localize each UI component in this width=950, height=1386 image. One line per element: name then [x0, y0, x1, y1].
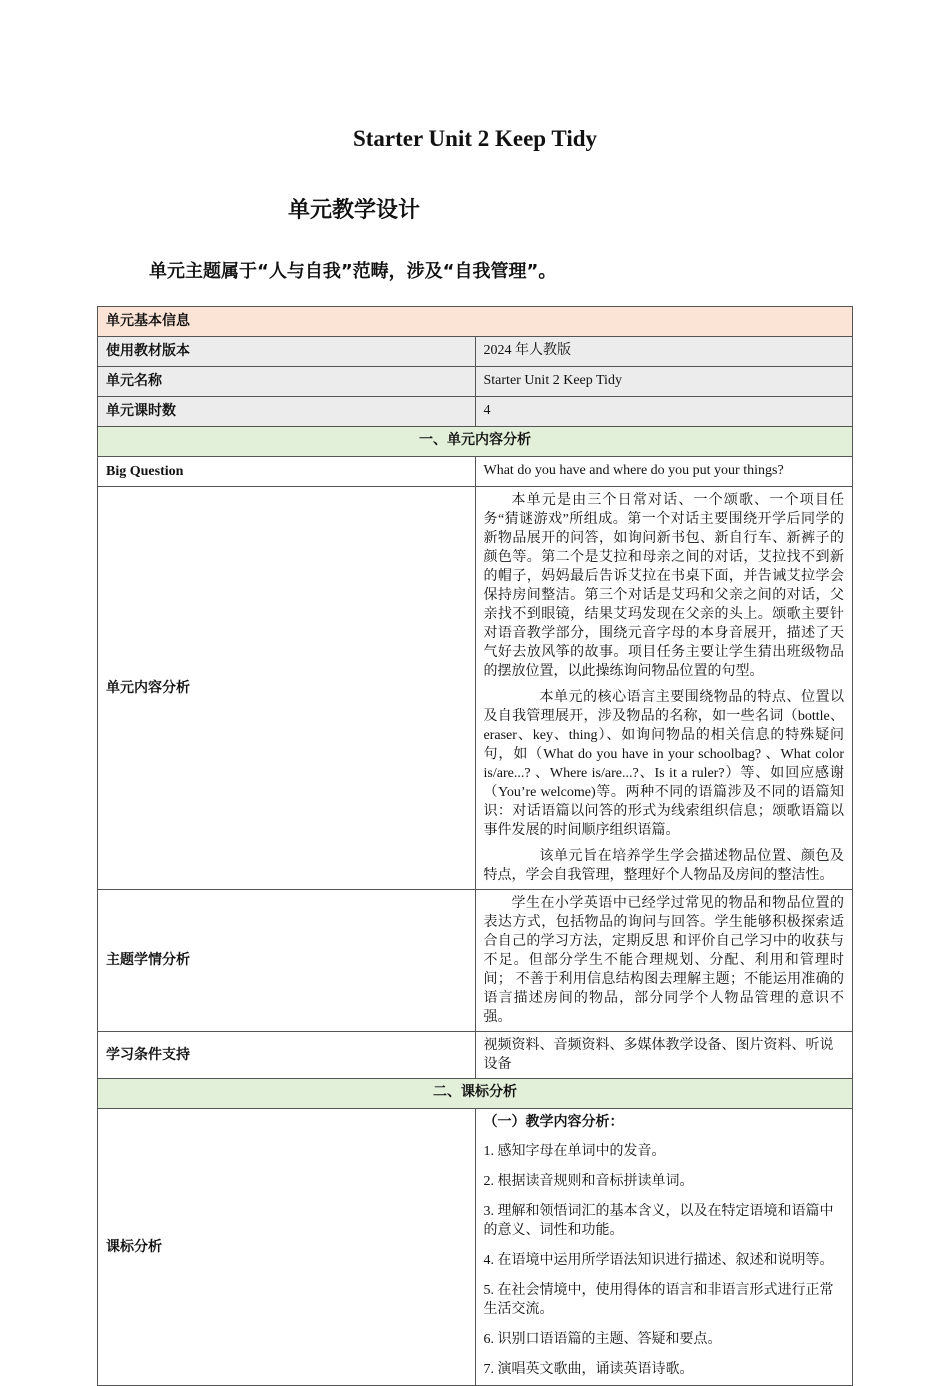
basic-info-row [98, 307, 853, 337]
unit-theme: 单元主题属于“人与自我”范畴，涉及“自我管理”。 [149, 261, 557, 282]
students-analysis-row [98, 890, 853, 1032]
content-analysis-label: 单元内容分析 [98, 487, 476, 890]
section2-header: 二、课标分析 [98, 1079, 853, 1109]
conditions-value: 视频资料、音频资料、多媒体教学设备、图片资料、听说设备 [475, 1032, 853, 1079]
textbook-label: 使用教材版本 [98, 337, 476, 367]
big-question-value: What do you have and where do you put your things? [475, 457, 853, 487]
standards-item: 4. 在语境中运用所学语法知识进行描述、叙述和说明等。 [483, 1253, 834, 1268]
standards-item: 5. 在社会情境中，使用得体的语言和非语言形式进行正常生活交流。 [483, 1283, 834, 1317]
standards-label: 课标分析 [98, 1109, 476, 1386]
conditions-row [98, 1032, 853, 1079]
standards-item: 6. 识别口语语篇的主题、答疑和要点。 [483, 1332, 722, 1347]
unit-name-row [98, 367, 853, 397]
content-analysis-text [475, 487, 853, 890]
students-paragraph: 学生在小学英语中已经学过常见的物品和物品位置的表达方式，包括物品的询问与回答。学生能够积极探索适合自己的学习方法，定期反思 和评价自己学习中的收获与不足。但部分学生不能合理规划、分配、利用和管理时间； 不善于利用信息结构图去理解主题；不能运用准确的语言描述房间的物品，部分同学个人物品管理的意识不强。 [483, 896, 844, 1025]
content-paragraph: 本单元是由三个日常对话、一个颂歌、一个项目任务“猜谜游戏”所组成。第一个对话主要围绕开学后同学的新物品展开的问答，如询问新书包、新自行车、新裤子的颜色等。第二个是艾拉和母亲之间的对话，艾拉找不到新的帽子，妈妈最后告诉艾拉在书桌下面，并告诫艾拉学会保持房间整洁。第三个对话是艾玛和父亲之间的对话，父亲找不到眼镜，结果艾玛发现在父亲的头上。颂歌主要针对语音教学部分，围绕元音字母的本身音展开，描述了天气好去放风筝的故事。项目任务主要让学生猜出班级物品的摆放位置，以此操练询问物品位置的句型。 [483, 493, 844, 679]
hours-label: 单元课时数 [98, 397, 476, 427]
standards-heading: （一）教学内容分析： [483, 1114, 624, 1130]
students-analysis-text [475, 890, 853, 1032]
standards-item: 3. 理解和领悟词汇的基本含义，以及在特定语境和语篇中的意义、词性和功能。 [483, 1204, 834, 1238]
content-paragraph: 本单元的核心语言主要围绕物品的特点、位置以及自我管理展开，涉及物品的名称，如一些名词（bottle、eraser、key、thing）、如询问物品的相关信息的特殊疑问句，如（What do you have in your schoolbag? 、What color is/are...? 、Where is/are...?、Is it a ruler?）等、如回应感谢（You’re welcome)等。两种不同的语篇涉及不同的语篇知识：对话语篇以问答的形式为线索组织信息；颂歌语篇以事件发展的时间顺序组织语篇。 [483, 690, 844, 838]
big-question-row [98, 457, 853, 487]
unit-design-table [97, 306, 853, 1386]
hours-row [98, 397, 853, 427]
hours-value: 4 [475, 397, 853, 427]
unit-name-value: Starter Unit 2 Keep Tidy [475, 367, 853, 397]
students-analysis-label: 主题学情分析 [98, 890, 476, 1032]
standards-item: 7. 演唱英文歌曲，诵读英语诗歌。 [483, 1362, 694, 1377]
standards-item: 2. 根据读音规则和音标拼读单词。 [483, 1174, 694, 1189]
document-subtitle: 单元教学设计 [288, 198, 421, 223]
conditions-label: 学习条件支持 [98, 1032, 476, 1079]
document-title: Starter Unit 2 Keep Tidy [352, 126, 598, 151]
textbook-value: 2024 年人教版 [475, 337, 853, 367]
basic-info-header: 单元基本信息 [98, 307, 853, 337]
section1-header: 一、单元内容分析 [98, 427, 853, 457]
textbook-row [98, 337, 853, 367]
content-analysis-row [98, 487, 853, 890]
section2-row [98, 1079, 853, 1109]
standards-item: 1. 感知字母在单词中的发音。 [483, 1144, 666, 1159]
content-paragraph: 该单元旨在培养学生学会描述物品位置、颜色及特点，学会自我管理，整理好个人物品及房间的整洁性。 [483, 849, 844, 883]
unit-name-label: 单元名称 [98, 367, 476, 397]
section1-row [98, 427, 853, 457]
big-question-label: Big Question [98, 457, 476, 487]
